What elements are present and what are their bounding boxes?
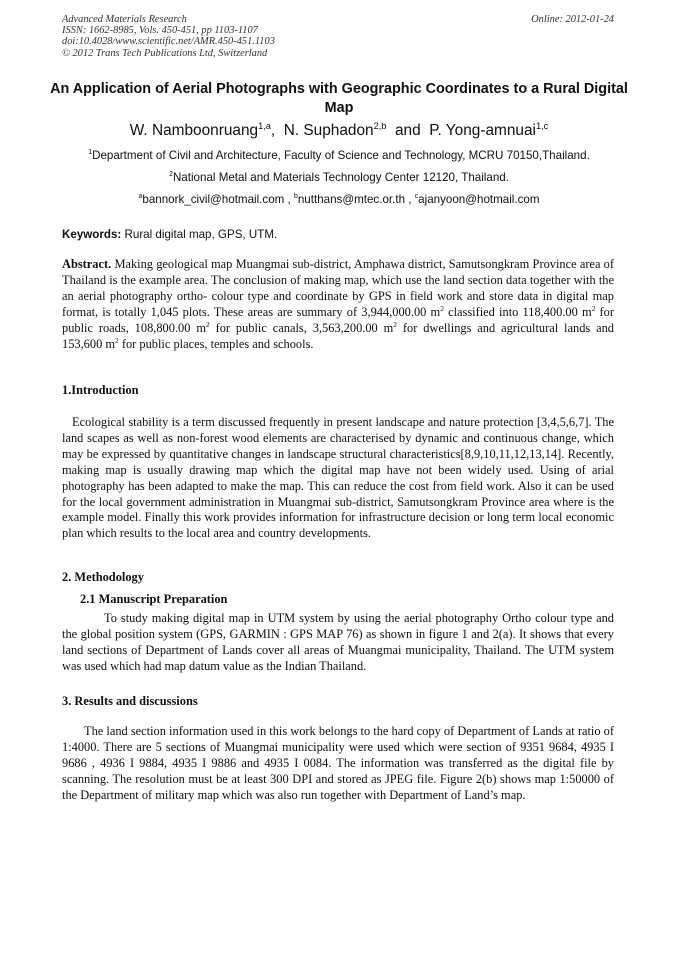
affiliation-text: Department of Civil and Architecture, Faculty of Science and Technology, MCRU 70150,Thailand.: [92, 149, 590, 162]
online-date: Online: 2012-01-24: [531, 14, 614, 25]
abstract-text: for public places, temples and schools.: [118, 336, 314, 351]
affiliation-2: [0, 171, 678, 185]
section-heading-introduction: 1.Introduction: [62, 383, 139, 397]
author-separator: and: [386, 122, 430, 139]
abstract-text: for dwellings and agricultural lands and 153,600 m: [62, 320, 614, 351]
email-mark: a: [138, 193, 143, 201]
email-address: nutthans@mtec.or.th: [297, 193, 406, 206]
doi-line: doi:10.4028/www.scientific.net/AMR.450-451.1103: [62, 36, 275, 48]
unit-superscript: 2: [205, 319, 210, 329]
author-list: [0, 121, 678, 141]
affiliation-mark: 1: [88, 149, 93, 157]
introduction-body: Ecological stability is a term discussed frequently in present landscape and nature protection [3,4,5,6,7]. The land scapes as well as non-forest wood elements are characterised by dynamic and continuous change, which may be expressed by quantitative changes in landscape structural characteristics[8,9,10,11,12,13,14]. Recently, making map is usually drawing map which the digital map have not been widely used. Using of arial photography has been adapted to make the map. This can reduce the cost from field work. Also it can be used for the local government administration in Muangmai sub-district, Samutsongkram Province area where is the example model. Finally this work provides information for infrastructure decision or long term local economic plan which results to the local area and country developments.: [62, 415, 614, 541]
email-separator: ,: [405, 193, 415, 206]
abstract: [62, 257, 614, 352]
author-affiliation-mark: 2,b: [373, 120, 387, 131]
copyright-line: © 2012 Trans Tech Publications Ltd, Switzerland: [62, 47, 268, 59]
subsection-heading: 2.1 Manuscript Preparation: [80, 592, 228, 606]
author-name: P. Yong-amnuai: [429, 122, 536, 139]
abstract-text: classified into 118,400.00 m: [443, 304, 592, 319]
email-mark: c: [414, 193, 419, 201]
abstract-text: for public canals, 3,563,200.00 m: [209, 320, 394, 335]
author-name: W. Namboonruang: [129, 122, 259, 139]
author-affiliation-mark: 1,c: [535, 120, 549, 131]
unit-superscript: 2: [591, 303, 596, 313]
results-body: The land section information used in this work belongs to the hard copy of Department of Lands at ratio of 1:4000. There are 5 sections of Muangmai municipality were used which were section of 9351 9684, 4935 I 9686 , 4936 I 9884, 4935 I 9886 and 4935 I 0084. The information was transferred as the digital file by scanning. The resolution must be at least 300 DPI and stored as JPEG file. Figure 2(b) shows map 1:50000 of the Department of military map which was also run together with Department of Land’s map.: [62, 724, 614, 802]
unit-superscript: 2: [393, 319, 397, 329]
affiliation-1: [0, 149, 678, 163]
author-name: N. Suphadon: [283, 122, 374, 139]
keywords: [62, 228, 622, 242]
email-mark: b: [293, 193, 298, 201]
affiliation-text: National Metal and Materials Technology Center 12120, Thailand.: [172, 171, 509, 184]
affiliation-mark: 2: [169, 171, 173, 179]
paper-title: An Application of Aerial Photographs with Geographic Coordinates to a Rural Digital Map: [50, 81, 628, 116]
journal-header: [62, 14, 442, 59]
keywords-text: Rural digital map, GPS, UTM.: [121, 228, 278, 241]
section-heading-methodology: 2. Methodology: [62, 570, 144, 584]
section-heading-results: 3. Results and discussions: [62, 694, 198, 708]
author-separator: ,: [270, 122, 284, 139]
abstract-text: Making geological map Muangmai sub-district, Amphawa district, Samutsongkram Province area of Thailand is the example area. The conclusion of making map, which use the land section data together with the an aerial photography ortho- colour type and coordinate by GPS in field work and store data in digital map format, is totally 1,045 plots. These areas are summary of 3,944,000.00 m: [62, 257, 614, 319]
keywords-label: Keywords:: [62, 228, 122, 241]
abstract-label: Abstract.: [62, 257, 112, 271]
unit-superscript: 2: [115, 335, 119, 345]
email-address: ajanyoon@hotmail.com: [418, 193, 540, 206]
unit-superscript: 2: [440, 303, 444, 313]
methodology-body: To study making digital map in UTM system by using the aerial photography Ortho colour type and the global position system (GPS, GARMIN : GPS MAP 76) as shown in figure 1 and 2(a). It shows that every land sections of Department of Lands cover all areas of Muangmai municipality, Thailand. The UTM system was used which had map datum value as the Indian Thailand.: [62, 611, 614, 673]
abstract-text: for public roads, 108,800.00 m: [62, 304, 614, 335]
journal-name: Advanced Materials Research: [62, 14, 187, 25]
email-address: bannork_civil@hotmail.com: [142, 193, 285, 206]
email-separator: ,: [284, 193, 294, 206]
email-list: [0, 193, 678, 207]
issn-line: ISSN: 1662-8985, Vols. 450-451, pp 1103-1107: [62, 25, 258, 37]
author-affiliation-mark: 1,a: [258, 120, 271, 131]
